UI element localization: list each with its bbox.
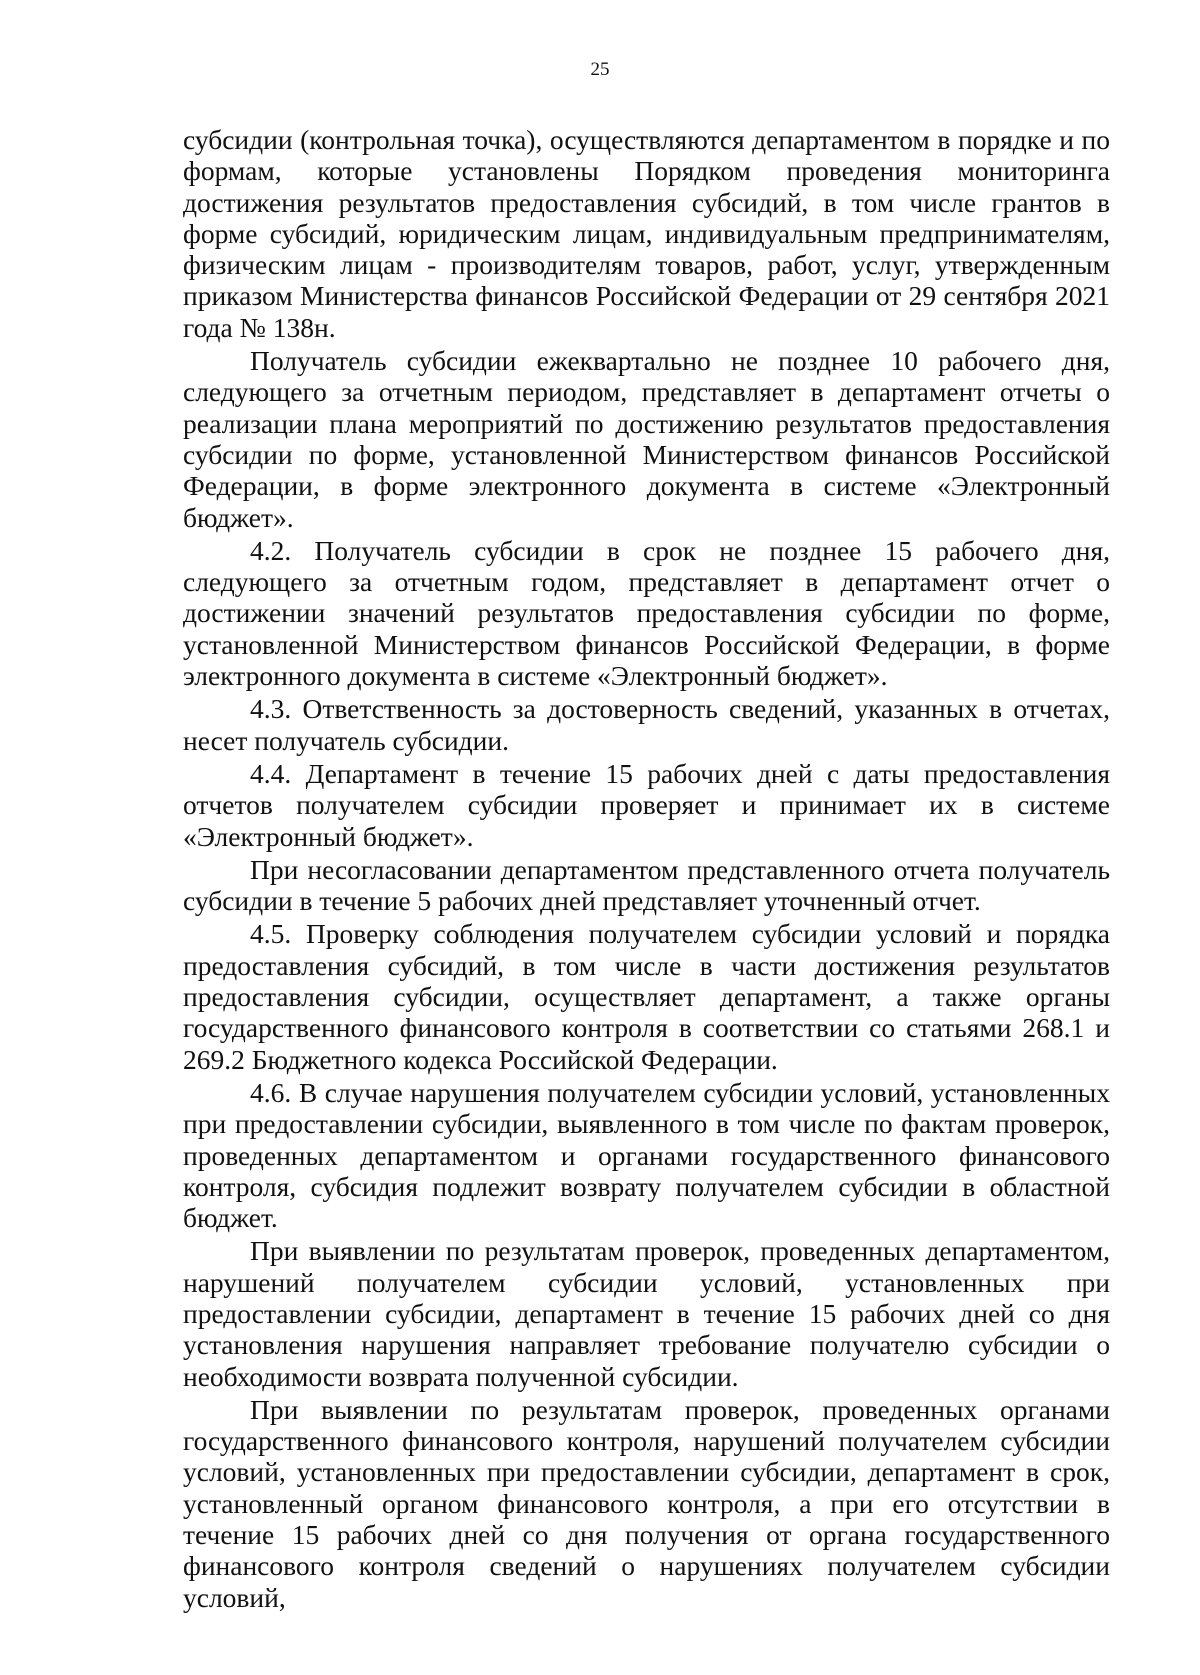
- paragraph-4-4: 4.4. Департамент в течение 15 рабочих дней с даты предоставления отчетов получателем субсидии проверяет и принимает их в системе «Электронный бюджет».: [183, 757, 1110, 852]
- paragraph-4-3: 4.3. Ответственность за достоверность сведений, указанных в отчетах, несет получатель субсидии.: [183, 693, 1110, 756]
- paragraph-4-2: 4.2. Получатель субсидии в срок не позднее 15 рабочего дня, следующего за отчетным годом, представляет в департамент отчет о достижении значений результатов предоставления субсидии по форме, установленной Министерством финансов Российской Федерации, в форме электронного документа в системе «Электронный бюджет».: [183, 534, 1110, 692]
- paragraph-department-violations: При выявлении по результатам проверок, проведенных департаментом, нарушений получателем субсидии условий, установленных при предоставлении субсидии, департамент в течение 15 рабочих дней со дня установления нарушения направляет требование получателю субсидии о необходимости возврата полученной субсидии.: [183, 1235, 1110, 1392]
- paragraph-4-5: 4.5. Проверку соблюдения получателем субсидии условий и порядка предоставления субсидий, в том числе в части достижения результатов предоставления субсидии, осуществляет департамент, а также органы государственного финансового контроля в соответствии со статьями 268.1 и 269.2 Бюджетного кодекса Российской Федерации.: [183, 918, 1110, 1075]
- paragraph-control-body-violations: При выявлении по результатам проверок, проведенных органами государственного финансового контроля, нарушений получателем субсидии условий, установленных при предоставлении субсидии, департамент в срок, установленный органом финансового контроля, а при его отсутствии в течение 15 рабочих дней со дня получения от органа государственного финансового контроля сведений о нарушениях получателем субсидии условий,: [183, 1393, 1110, 1613]
- paragraph-report-disagreement: При несогласовании департаментом представленного отчета получатель субсидии в течение 5 рабочих дней представляет уточненный отчет.: [183, 853, 1110, 917]
- document-body: [183, 124, 1110, 1613]
- paragraph-monitoring-continuation: субсидии (контрольная точка), осуществляются департаментом в порядке и по формам, которые установлены Порядком проведения мониторинга достижения результатов предоставления субсидий, в том числе грантов в форме субсидий, юридическим лицам, индивидуальным предпринимателям, физическим лицам - производителям товаров, работ, услуг, утвержденным приказом Министерства финансов Российской Федерации от 29 сентября 2021 года № 138н.: [183, 124, 1110, 343]
- paragraph-4-6: 4.6. В случае нарушения получателем субсидии условий, установленных при предоставлении субсидии, выявленного в том числе по фактам проверок, проведенных департаментом и органами государственного финансового контроля, субсидия подлежит возврату получателем субсидии в областной бюджет.: [183, 1076, 1110, 1234]
- paragraph-quarterly-reports: Получатель субсидии ежеквартально не позднее 10 рабочего дня, следующего за отчетным периодом, представляет в департамент отчеты о реализации плана мероприятий по достижению результатов предоставления субсидии по форме, установленной Министерством финансов Российской Федерации, в форме электронного документа в системе «Электронный бюджет».: [183, 345, 1110, 533]
- page-number: 25: [590, 59, 610, 80]
